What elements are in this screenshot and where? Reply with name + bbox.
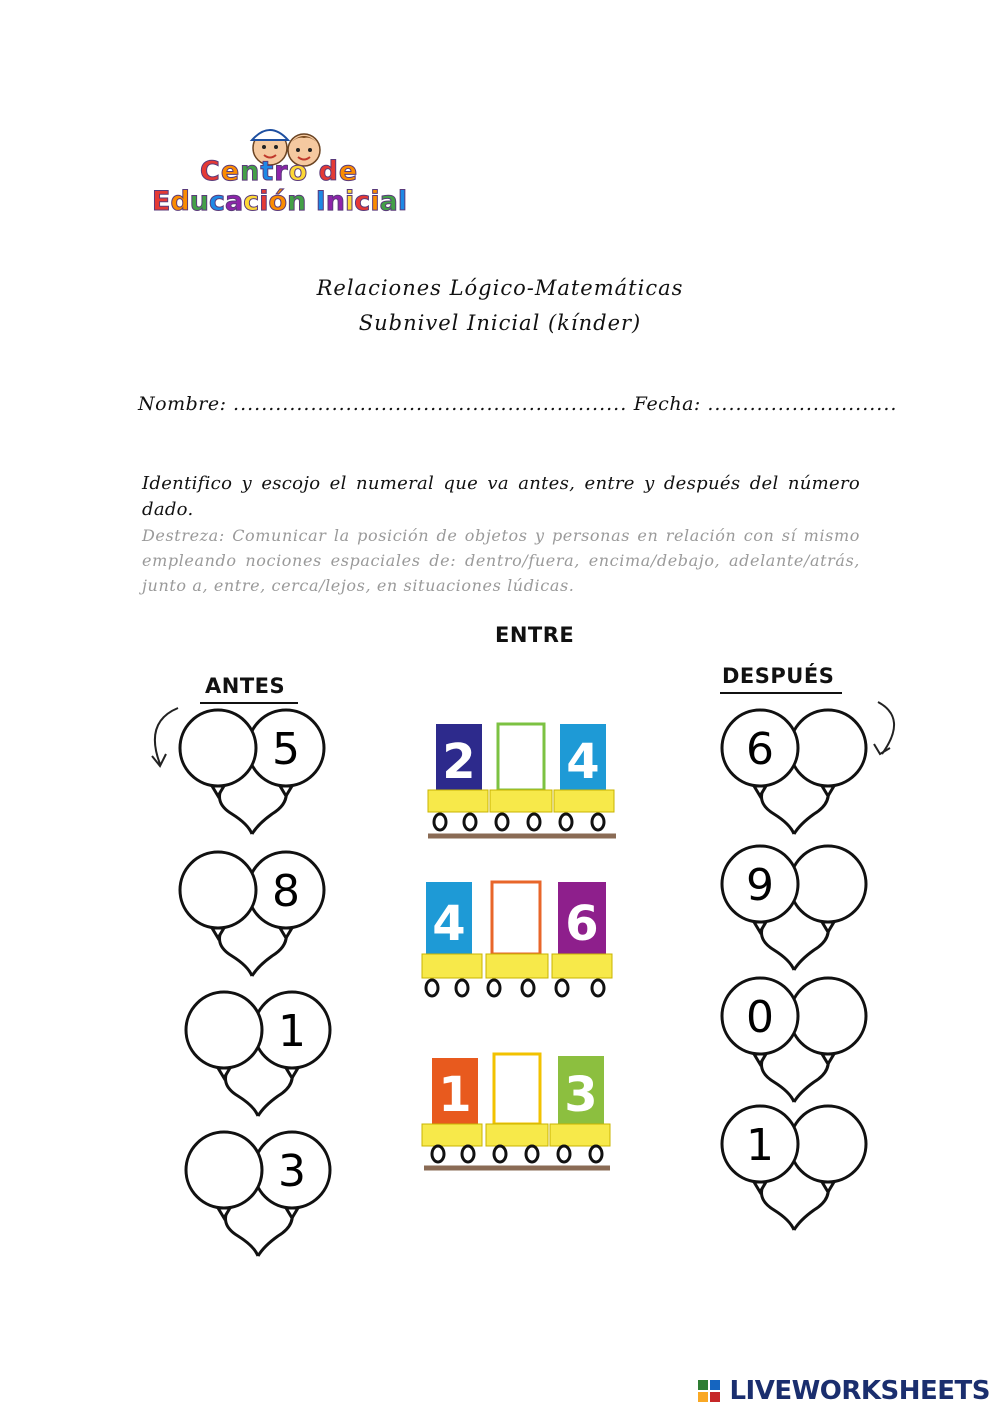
name-date-row bbox=[138, 393, 897, 415]
despues-number-4: 1 bbox=[746, 1120, 774, 1171]
train-3-wagons bbox=[422, 1124, 610, 1168]
footer-brand: LIVEWORKSHEETS bbox=[729, 1376, 990, 1406]
antes-balloon-pair-2 bbox=[172, 846, 332, 986]
name-label: Nombre: bbox=[138, 393, 227, 415]
antes-balloon-pair-4 bbox=[178, 1126, 338, 1266]
despues-number-1: 6 bbox=[746, 724, 774, 775]
train-1-answer-box[interactable] bbox=[498, 724, 544, 790]
logo-text-2: Educación Inicial bbox=[152, 186, 408, 217]
train-2-answer-box[interactable] bbox=[492, 882, 540, 954]
page-title: Relaciones Lógico-Matemáticas bbox=[316, 276, 684, 300]
antes-number-3: 1 bbox=[278, 1006, 306, 1057]
train-2-left-number: 4 bbox=[432, 896, 466, 952]
antes-number-4: 3 bbox=[278, 1146, 306, 1197]
train-3-answer-box[interactable] bbox=[494, 1054, 540, 1124]
instruction-text: Identifico y escojo el numeral que va antes, entre y después del número dado. bbox=[142, 473, 860, 520]
train-2-right-number: 6 bbox=[565, 896, 599, 952]
logo-line-1 bbox=[200, 156, 358, 187]
train-2 bbox=[420, 878, 615, 1003]
school-logo bbox=[150, 122, 420, 227]
antes-balloon-pair-1 bbox=[172, 704, 332, 844]
train-1-left-number: 2 bbox=[442, 734, 476, 790]
train-2-wagons bbox=[422, 954, 612, 996]
section-label-despues: DESPUÉS bbox=[722, 664, 835, 688]
date-field[interactable]: ........................... bbox=[707, 393, 898, 415]
despues-number-3: 0 bbox=[746, 992, 774, 1043]
section-label-entre: ENTRE bbox=[495, 623, 575, 647]
train-1-wagons bbox=[428, 790, 616, 836]
logo-line-2 bbox=[152, 186, 407, 217]
despues-number-2: 9 bbox=[746, 860, 774, 911]
name-field[interactable]: ........................................................ bbox=[233, 393, 628, 415]
train-1-right-number: 4 bbox=[566, 734, 600, 790]
liveworksheets-logo-icon bbox=[698, 1380, 720, 1402]
page-subtitle: Subnivel Inicial (kínder) bbox=[358, 311, 642, 335]
despues-balloon-pair-1 bbox=[714, 704, 874, 844]
train-3-right-number: 3 bbox=[564, 1067, 598, 1123]
train-1 bbox=[424, 718, 619, 843]
section-label-antes: ANTES bbox=[205, 674, 286, 698]
despues-balloon-pair-2 bbox=[714, 840, 874, 980]
antes-balloon-pair-3 bbox=[178, 986, 338, 1126]
train-3-left-number: 1 bbox=[438, 1067, 472, 1123]
date-label: Fecha: bbox=[633, 393, 701, 415]
despues-underline bbox=[720, 692, 842, 694]
despues-balloon-pair-3 bbox=[714, 972, 874, 1112]
antes-number-2: 8 bbox=[272, 866, 300, 917]
antes-number-1: 5 bbox=[272, 724, 300, 775]
logo-text-1: Centro de bbox=[200, 156, 359, 187]
train-3 bbox=[418, 1048, 613, 1173]
skill-text: Destreza: Comunicar la posición de objetos y personas en relación con sí mismo empleando nociones espaciales de: dentro/fuera, encima/debajo, adelante/atrás, junto a, entre, cerca/lejos, en situaciones lúdicas. bbox=[142, 526, 860, 595]
despues-balloon-pair-4 bbox=[714, 1100, 874, 1240]
